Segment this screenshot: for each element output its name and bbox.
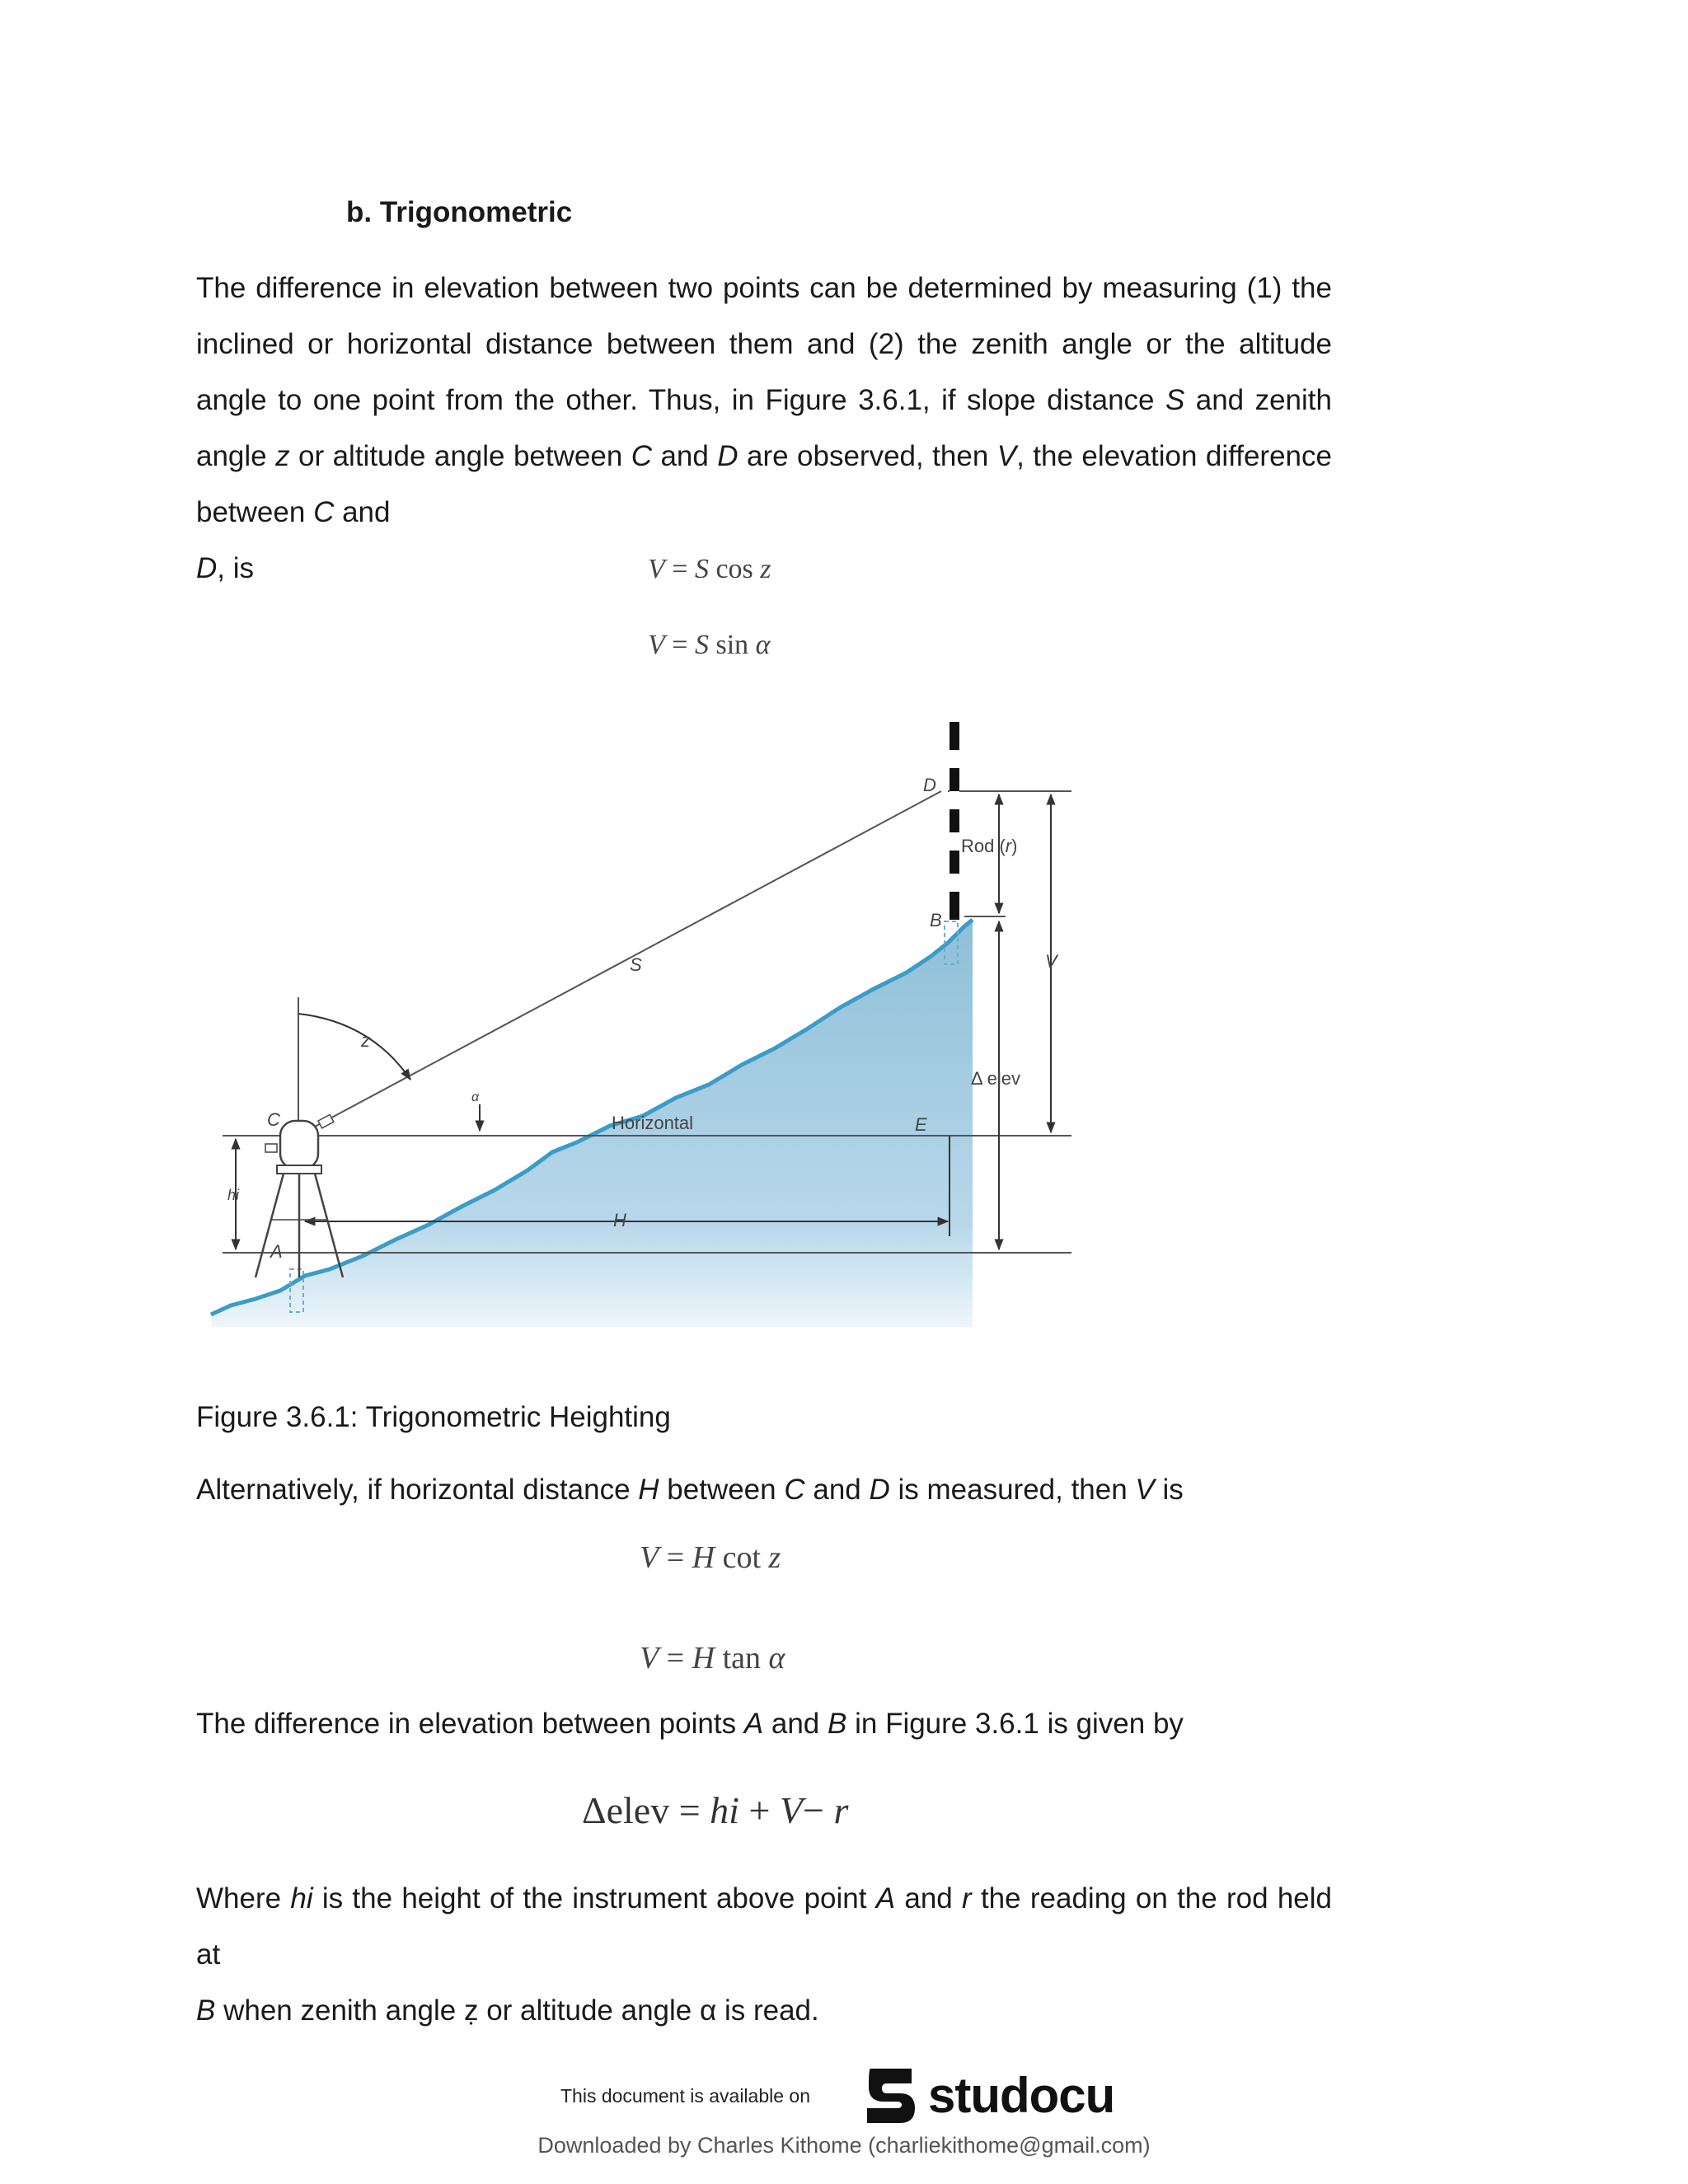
label-v: V <box>1045 951 1057 972</box>
label-d: D <box>923 775 936 795</box>
label-a: A <box>270 1241 283 1262</box>
section-heading: b. Trigonometric <box>346 196 573 228</box>
equation-v-h-cot-z: V = H cot z <box>640 1540 781 1575</box>
equation-delta-elev: Δelev = hi + V− r <box>582 1789 849 1831</box>
paragraph-difference-ab: The difference in elevation between points A and B in Figure 3.6.1 is given by <box>196 1708 1184 1740</box>
label-alpha: α <box>471 1090 480 1104</box>
paragraph-alternative: Alternatively, if horizontal distance H between C and D is measured, then V is <box>196 1474 1184 1506</box>
footer-downloaded-by: Downloaded by Charles Kithome (charliekithome@gmail.com) <box>537 2133 1151 2158</box>
figure-caption: Figure 3.6.1: Trigonometric Heighting <box>196 1401 671 1433</box>
label-delta-elev: Δ elev <box>971 1068 1020 1089</box>
label-horizontal: Horizontal <box>612 1113 694 1133</box>
label-rod: Rod (r) <box>961 836 1018 856</box>
label-b: B <box>930 910 942 930</box>
label-hi: hi <box>227 1187 240 1203</box>
equation-v-s-cos-z: V = S cos z <box>648 554 771 584</box>
studocu-logo[interactable] <box>862 2062 1114 2128</box>
paragraph-intro: The difference in elevation between two points can be determined by measuring (1) the inclined or horizontal distance between them and (2) the zenith angle or the altitude angle to one point from the other. Thus, in Figure 3.6.1, if slope distance S and zenith angle z or altitude angle between C and D are observed, then V, the elevation difference between C and D, is <box>196 272 1332 584</box>
footer-available-text: This document is available on <box>560 2085 810 2107</box>
label-z: z <box>361 1030 370 1051</box>
trigonometric-heighting-figure <box>198 709 1088 1335</box>
label-h: H <box>613 1210 626 1230</box>
label-s: S <box>630 954 642 975</box>
equation-v-h-tan-alpha: V = H tan α <box>640 1641 785 1675</box>
label-e: E <box>915 1114 927 1135</box>
studocu-logo-icon <box>862 2062 920 2128</box>
label-c: C <box>267 1109 280 1130</box>
equation-v-s-sin-alpha: V = S sin α <box>648 630 771 660</box>
paragraph-where: Where hi is the height of the instrument above point A and r the reading on the rod held at B when zenith angle ẓ or altitude angle α is read. <box>196 1882 1333 2027</box>
studocu-brand-name: studocu <box>928 2067 1115 2123</box>
